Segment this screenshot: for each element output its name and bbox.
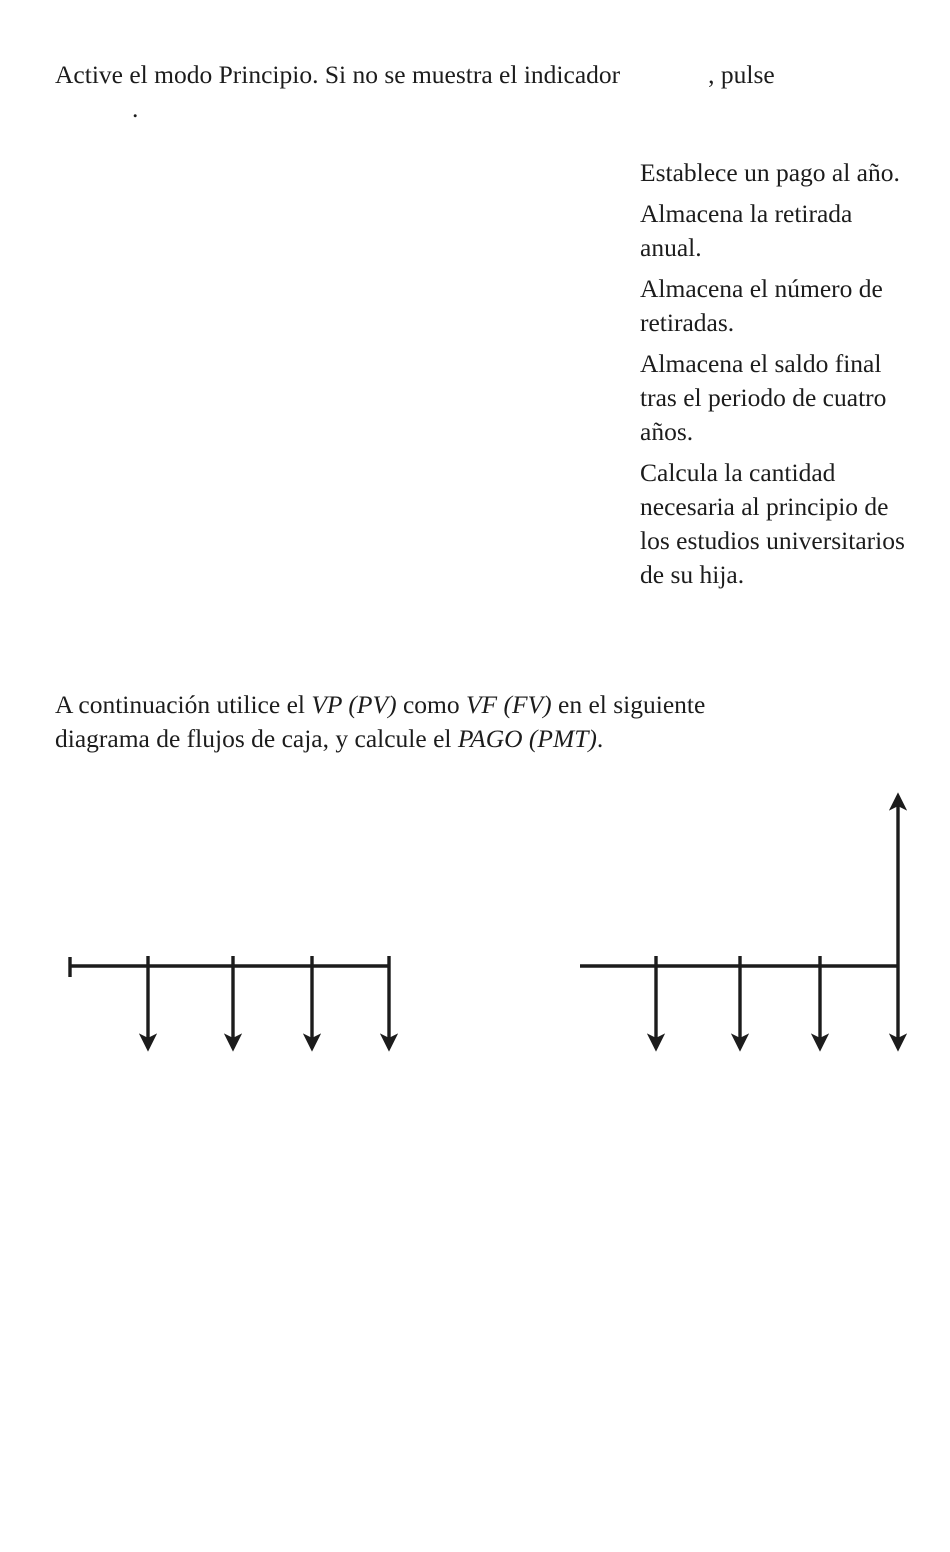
instruction-text: diagrama de flujos de caja, y calcule el [55,724,458,753]
intro-line-1 [55,58,895,92]
instruction-text: como [396,690,466,719]
instruction-line-2 [55,722,915,756]
step-description: Almacena la retirada anual. [640,199,853,262]
intro-line-2: . [132,94,139,123]
keystroke-descriptions [640,156,918,599]
intro-text-after-indicator: , pulse [708,60,775,89]
step-description: Calcula la cantidad necesaria al principio de los estudios universitarios de su hija. [640,458,905,589]
step-description: Almacena el saldo final tras el periodo de cuatro años. [640,349,887,446]
term-fv: VF (FV) [465,690,552,719]
step-description: Establece un pago al año. [640,158,900,187]
instruction-text: en el siguiente [551,690,706,719]
step-description: Almacena el número de retiradas. [640,274,883,337]
intro-text-before-indicator: Active el modo Principio. Si no se muestra el indicador [55,60,621,89]
intro-paragraph [55,58,895,126]
instruction-line-1 [55,688,915,722]
instruction-text: A continuación utilice el [55,690,312,719]
cash-flow-diagram-left [70,956,389,1048]
term-pv: VP (PV) [311,690,397,719]
cash-flow-diagram-right [580,796,898,1048]
cash-flow-diagrams [0,780,950,1070]
term-pmt: PAGO (PMT) [457,724,597,753]
instruction-paragraph [55,688,915,756]
instruction-text: . [596,724,604,753]
